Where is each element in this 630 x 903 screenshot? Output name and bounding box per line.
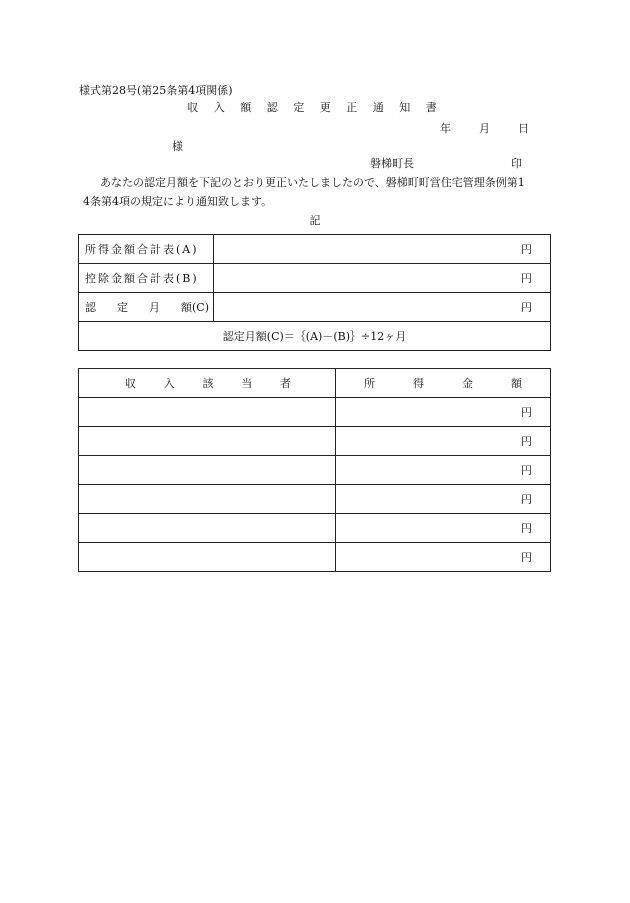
certified-monthly-value: 円	[214, 293, 551, 322]
body-line-2: 4条第4項の規定により通知致します。	[83, 195, 273, 208]
certified-monthly-label	[79, 293, 214, 322]
title-char: 更	[319, 101, 337, 114]
header-char: 得	[413, 377, 424, 390]
header-income-person	[79, 369, 336, 398]
income-amount-cell: 円	[336, 543, 551, 572]
form-number: 様式第28号(第25条第4項関係)	[79, 84, 233, 97]
header-char: 額	[511, 377, 522, 390]
document-title	[0, 99, 630, 115]
table-row	[79, 485, 551, 514]
income-amount-cell: 円	[336, 456, 551, 485]
table-row	[79, 264, 551, 293]
addressee-suffix: 様	[172, 140, 183, 153]
label-part: 額(C)	[181, 301, 209, 314]
seal-mark: 印	[511, 157, 522, 170]
table-row	[79, 322, 551, 351]
header-char: 収	[125, 377, 136, 390]
table-row	[79, 543, 551, 572]
issuer-name: 磐梯町長	[370, 157, 414, 170]
income-total-label: 所得金額合計表(A)	[79, 235, 214, 264]
table-row	[79, 427, 551, 456]
income-person-cell	[79, 398, 336, 427]
table-row	[79, 293, 551, 322]
title-char: 額	[240, 101, 258, 114]
title-char: 書	[425, 101, 443, 114]
income-total-value: 円	[214, 235, 551, 264]
header-income-amount	[336, 369, 551, 398]
label-part: 認	[85, 301, 96, 314]
date-day: 日	[518, 122, 529, 135]
header-char: 者	[280, 377, 291, 390]
label-part: 月	[149, 301, 160, 314]
date-month: 月	[479, 122, 490, 135]
table-row	[79, 398, 551, 427]
ki-heading: 記	[309, 214, 321, 227]
title-char: 認	[266, 101, 284, 114]
income-person-cell	[79, 543, 336, 572]
deduction-total-value: 円	[214, 264, 551, 293]
income-table	[78, 368, 551, 572]
header-char: 該	[202, 377, 214, 390]
body-text	[83, 173, 553, 211]
table-header-row	[79, 369, 551, 398]
header-char: 入	[163, 377, 175, 390]
header-char: 当	[241, 377, 253, 390]
date-year: 年	[440, 122, 451, 135]
income-amount-cell: 円	[336, 398, 551, 427]
income-person-cell	[79, 485, 336, 514]
table-row	[79, 514, 551, 543]
income-amount-cell: 円	[336, 514, 551, 543]
header-char: 金	[462, 377, 473, 390]
table-row	[79, 235, 551, 264]
label-part: 定	[117, 301, 128, 314]
title-char: 正	[346, 101, 364, 114]
income-person-cell	[79, 427, 336, 456]
formula-text: 認定月額(C)＝｛(A)－(B)｝÷12ヶ月	[79, 322, 551, 351]
deduction-total-label: 控除金額合計表(B)	[79, 264, 214, 293]
income-amount-cell: 円	[336, 427, 551, 456]
title-char: 入	[213, 101, 231, 114]
title-char: 知	[399, 101, 417, 114]
body-line-1: あなたの認定月額を下記のとおり更正いたしましたので、磐梯町町営住宅管理条例第1	[100, 176, 525, 189]
income-amount-cell: 円	[336, 485, 551, 514]
title-char: 通	[372, 101, 390, 114]
title-char: 定	[293, 101, 311, 114]
date-line	[440, 120, 529, 136]
table-row	[79, 456, 551, 485]
title-char: 収	[187, 101, 205, 114]
summary-table	[78, 234, 551, 351]
header-char: 所	[364, 377, 375, 390]
income-person-cell	[79, 456, 336, 485]
income-person-cell	[79, 514, 336, 543]
